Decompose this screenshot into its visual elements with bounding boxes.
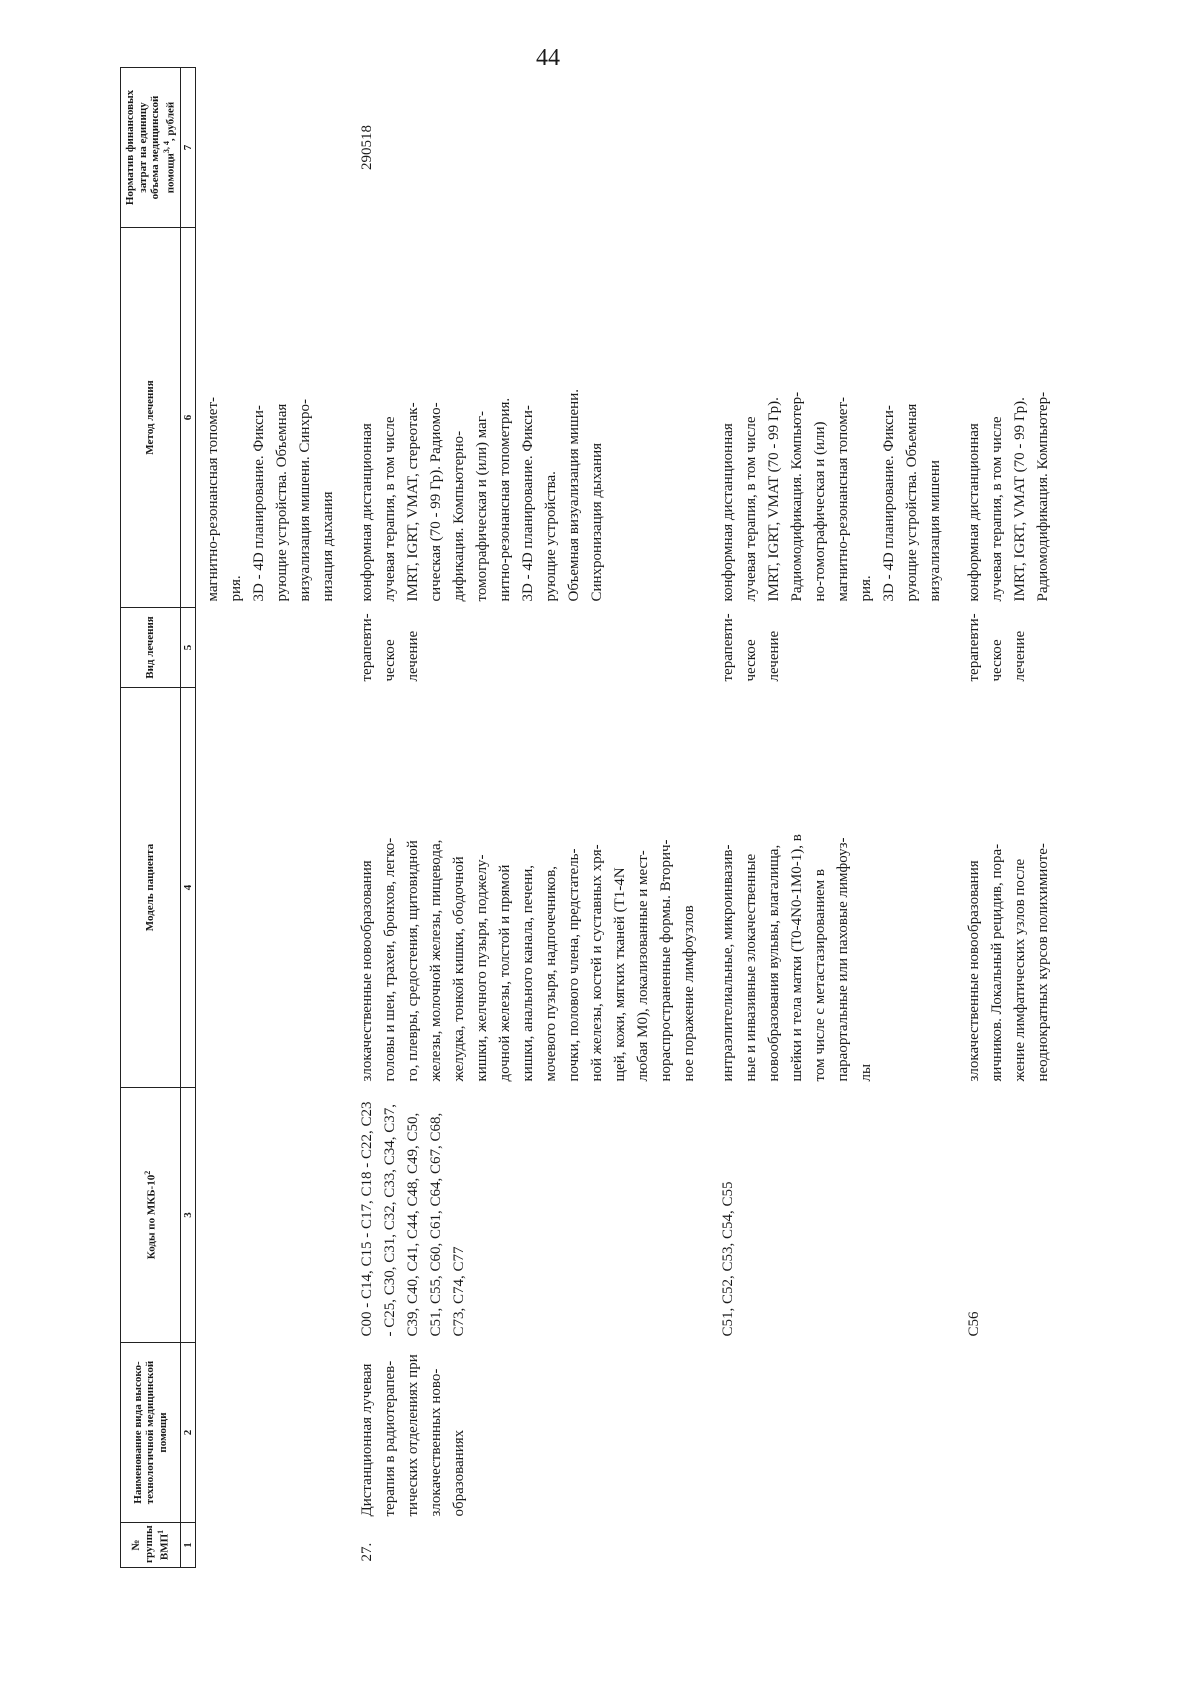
table-body (196, 68, 1066, 1568)
cell-line: терапевти- (359, 613, 376, 682)
cell-line: головы и шеи, трахеи, бронхов, легко- (382, 837, 399, 1082)
cell-line: Дистанционная лучевая (359, 1363, 376, 1517)
cell-line: злокачественных ново- (428, 1368, 445, 1517)
vmp-table (120, 67, 1065, 1568)
cell-line: дочной железы, толстой и прямой (497, 864, 514, 1082)
cell-line: C00 - C14, C15 - C17, C18 - C22, C23 (359, 1101, 376, 1337)
column-number: 1 (181, 1523, 196, 1568)
cell-line: Радиомодификация. Компьютер- (1035, 391, 1052, 602)
column-number: 7 (181, 68, 196, 228)
cell-line: лечение (1012, 630, 1029, 682)
cell-patient-model (711, 688, 957, 1088)
cell-line: щей, кожи, мягких тканей (T1-4N (612, 867, 629, 1082)
cell-line: том числе с метастазированием в (812, 869, 829, 1082)
cell-line: лучевая терапия, в том числе (743, 416, 760, 602)
cell-line: ческое (989, 639, 1006, 682)
cell-line: злокачественные новообразования (359, 860, 376, 1082)
cell-treatment-method (957, 228, 1065, 608)
cell-icd-codes (196, 1088, 351, 1343)
cell-line: дификация. Компьютерно- (451, 430, 468, 602)
cell-line: конформная дистанционная (720, 423, 737, 602)
header-treatment-method: Метод лечения (121, 228, 181, 608)
cell-line: лучевая терапия, в том числе (989, 416, 1006, 602)
cell-line: IMRT, IGRT, VMAT (70 - 99 Гр). (1012, 397, 1029, 602)
cell-line: Радиомодификация. Компьютер- (789, 391, 806, 602)
header-treatment-type: Вид лечения (121, 608, 181, 688)
cell-group-number (196, 1523, 351, 1568)
cell-line: железы, молочной железы, пищевода, (428, 839, 445, 1082)
cell-line: IMRT, IGRT, VMAT, стереотак- (405, 402, 422, 602)
column-number: 3 (181, 1088, 196, 1343)
cell-line: конформная дистанционная (966, 423, 983, 602)
column-number: 2 (181, 1343, 196, 1523)
column-number: 5 (181, 608, 196, 688)
cell-line: новообразования вульвы, влагалища, (766, 844, 783, 1082)
column-number-row (181, 68, 196, 1568)
header-cost-norm: Норматив финансовых затрат на единицу объема медицинской помощи$^{3, 4}$, рублей (121, 68, 181, 228)
cell-line: ные и инвазивные злокачественные (743, 853, 760, 1082)
cell-icd-codes (957, 1088, 1065, 1343)
cell-icd-codes (711, 1088, 957, 1343)
cell-line: образованиях (451, 1429, 468, 1517)
cell-cost-norm (711, 68, 957, 228)
cell-line: ное поражение лимфоузлов (681, 905, 698, 1082)
cell-line: лечение (405, 630, 422, 682)
cell-treatment-type (350, 608, 711, 688)
cell-line: ческое (743, 639, 760, 682)
cell-icd-codes (350, 1088, 711, 1343)
cell-line: конформная дистанционная (359, 423, 376, 602)
cell-line: рующие устройства. (543, 471, 560, 602)
cell-line: рия. (228, 575, 245, 602)
cell-line: Объемная визуализация мишени. (566, 389, 583, 602)
cell-line: Синхронизация дыхания (589, 442, 606, 602)
cell-line: тических отделениях при (405, 1354, 422, 1517)
rotated-page-content (120, 68, 1060, 1568)
cell-line: нитно-резонансная топометрия. (497, 397, 514, 602)
cell-treatment-method (196, 228, 351, 608)
cell-treatment-type (957, 608, 1065, 688)
column-number: 4 (181, 688, 196, 1088)
cell-name (350, 1343, 711, 1523)
cell-line: визуализация мишени (927, 460, 944, 602)
cell-treatment-type (196, 608, 351, 688)
cell-line: C56 (966, 1311, 983, 1337)
cell-line: 3D - 4D планирование. Фикси- (251, 405, 268, 602)
cell-treatment-method (350, 228, 711, 608)
cell-line: C39, C40, C41, C44, C48, C49, C50, (405, 1112, 422, 1337)
header-group-number: № группы ВМП$^1$ (121, 1523, 181, 1568)
cell-cost-norm: 290518 (359, 125, 376, 170)
cell-name (957, 1343, 1065, 1523)
cell-line: C51, C55, C60, C61, C64, C67, C68, (428, 1112, 445, 1337)
cell-group-number: 27. (359, 1542, 376, 1562)
cell-line: магнитно-резонансная топомет- (835, 396, 852, 602)
cell-line: интраэпителиальные, микроинвазив- (720, 844, 737, 1082)
cell-patient-model (196, 688, 351, 1088)
cell-name (196, 1343, 351, 1523)
cell-line: нораспространенные формы. Вторич- (658, 839, 675, 1082)
cell-line: лечение (766, 630, 783, 682)
cell-line: рующие устройства. Объемная (274, 403, 291, 602)
header-icd-codes: Коды по МКБ-$10^2$ (121, 1088, 181, 1343)
cell-patient-model (350, 688, 711, 1088)
table-row (350, 68, 711, 1568)
cell-treatment-type (711, 608, 957, 688)
cell-line: терапевти- (966, 613, 983, 682)
column-number: 6 (181, 228, 196, 608)
cell-line: кишки, желчного пузыря, поджелу- (474, 854, 491, 1082)
page-number: 44 (536, 45, 560, 71)
header-row (121, 68, 181, 1568)
cell-line: рия. (858, 575, 875, 602)
header-patient-model: Модель пациента (121, 688, 181, 1088)
cell-treatment-method (711, 228, 957, 608)
cell-line: C51, C52, C53, C54, C55 (720, 1181, 737, 1337)
cell-line: злокачественные новообразования (966, 860, 983, 1082)
cell-line: лучевая терапия, в том числе (382, 416, 399, 602)
cell-line: но-томографическая и (или) (812, 421, 829, 602)
cell-line: терапевти- (720, 613, 737, 682)
cell-cost-norm (957, 68, 1065, 228)
cell-line: параортальные или паховые лимфоуз- (835, 837, 852, 1082)
cell-line: яичников. Локальный рецидив, пора- (989, 843, 1006, 1082)
cell-line: томографическая и (или) маг- (474, 411, 491, 602)
cell-line: го, плевры, средостения, щитовидной (405, 840, 422, 1082)
cell-line: 3D - 4D планирование. Фикси- (520, 405, 537, 602)
cell-line: ческое (382, 639, 399, 682)
cell-line: терапия в радиотерапев- (382, 1360, 399, 1517)
cell-line: сическая (70 - 99 Гр). Радиомо- (428, 402, 445, 602)
cell-line: визуализация мишени. Синхро- (297, 399, 314, 602)
table-row (196, 68, 351, 1568)
cell-line: лы (858, 1063, 875, 1082)
cell-line: почки, полового члена, предстатель- (566, 848, 583, 1082)
table-row (711, 68, 957, 1568)
cell-line: - C25, C30, C31, C32, C33, C34, C37, (382, 1103, 399, 1337)
cell-line: ной железы, костей и суставных хря- (589, 844, 606, 1082)
table-row (957, 68, 1065, 1568)
cell-name (711, 1343, 957, 1523)
cell-line: мочевого пузыря, надпочечников, (543, 866, 560, 1082)
cell-line: C73, C74, C77 (451, 1246, 468, 1337)
header-name: Наименование вида высоко- технологичной медицинской помощи (121, 1343, 181, 1523)
cell-line: IMRT, IGRT, VMAT (70 - 99 Гр). (766, 397, 783, 602)
cell-line: кишки, анального канала, печени, (520, 864, 537, 1082)
cell-patient-model (957, 688, 1065, 1088)
cell-line: магнитно-резонансная топомет- (205, 396, 222, 602)
cell-group-number (711, 1523, 957, 1568)
cell-line: любая M0), локализованные и мест- (635, 850, 652, 1082)
cell-line: жение лимфатических узлов после (1012, 858, 1029, 1082)
cell-line: неоднократных курсов полихимиоте- (1035, 843, 1052, 1082)
cell-line: рующие устройства. Объемная (904, 403, 921, 602)
cell-group-number (957, 1523, 1065, 1568)
cell-cost-norm (196, 68, 351, 228)
cell-line: желудка, тонкой кишки, ободочной (451, 856, 468, 1082)
cell-line: низация дыхания (320, 491, 337, 602)
cell-line: 3D - 4D планирование. Фикси- (881, 405, 898, 602)
cell-line: шейки и тела матки (T0-4N0-1M0-1), в (789, 834, 806, 1082)
